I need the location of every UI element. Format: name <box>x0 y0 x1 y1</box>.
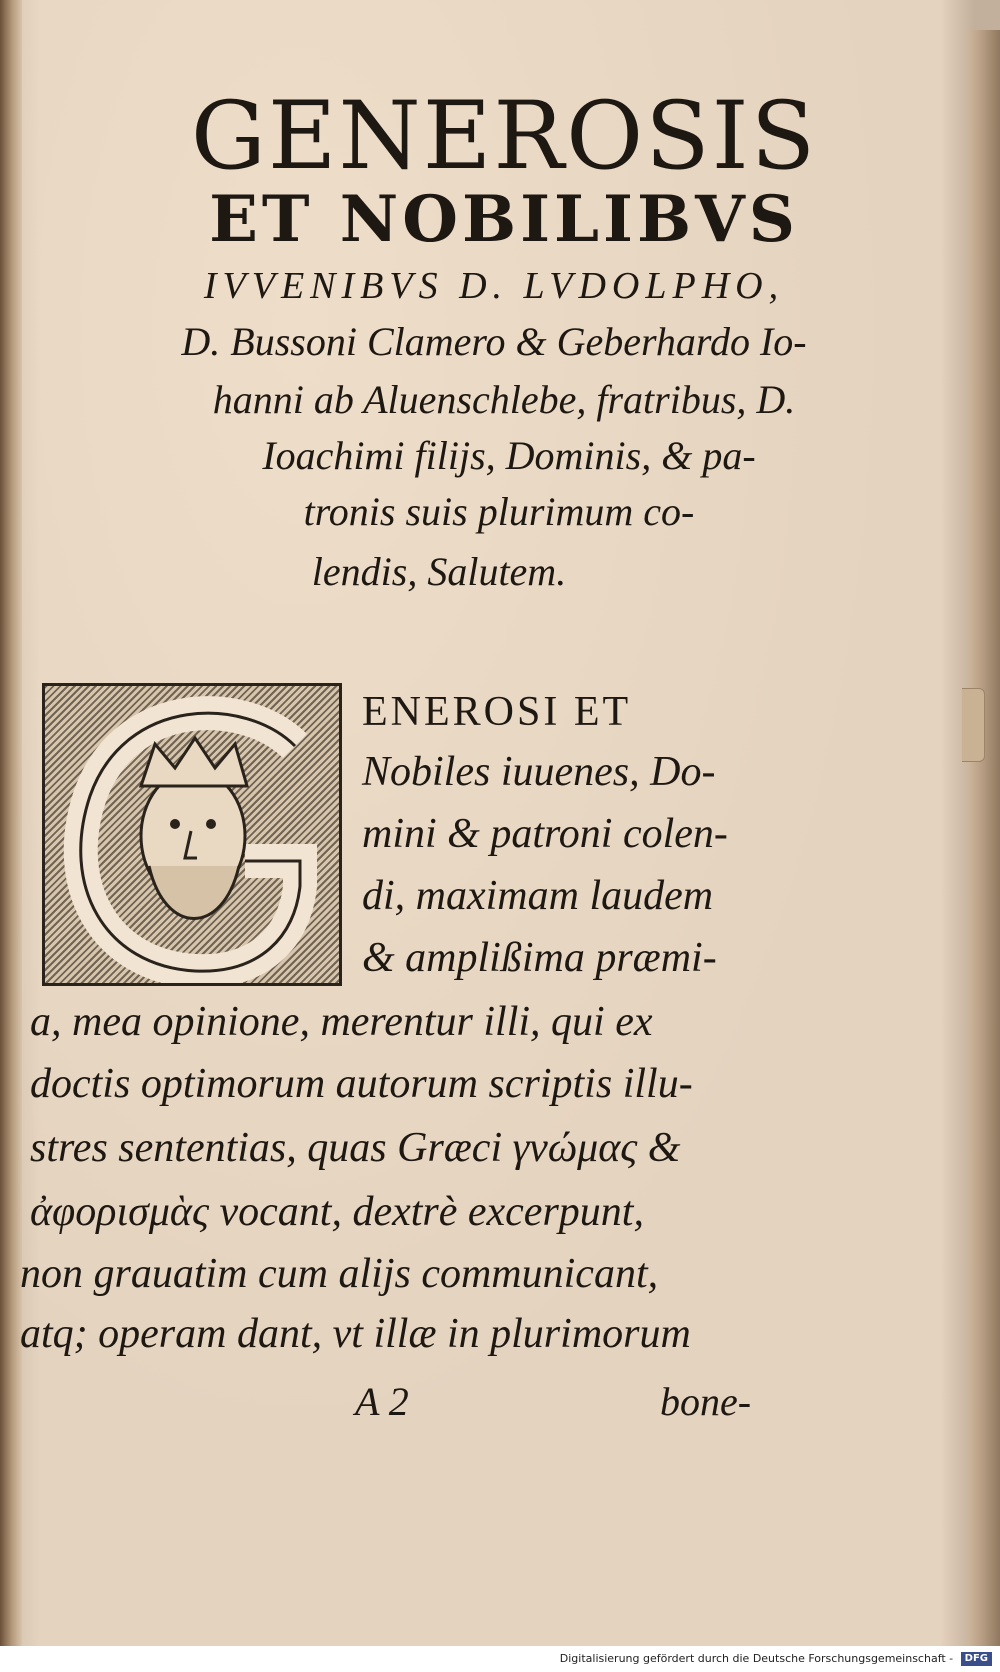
body-line-9: ἀφορισμὰς vocant, dextrè excerpunt, <box>30 1189 644 1235</box>
dedication-line-2: hanni ab Aluenschlebe, fratribus, D. <box>212 377 796 422</box>
body-line-2: Nobiles iuuenes, Do- <box>362 749 716 795</box>
catchword: bone- <box>660 1379 752 1424</box>
dedication-line-4: tronis suis plurimum co- <box>303 489 695 534</box>
book-spine <box>0 0 22 1646</box>
dedication-line-5: lendis, Salutem. <box>311 549 567 594</box>
body-line-11: atq; operam dant, vt illæ in plurimorum <box>20 1311 691 1357</box>
footer-credit: Digitalisierung gefördert durch die Deutsche Forschungsgemeinschaft - <box>559 1652 954 1665</box>
body-line-1: ENEROSI ET <box>362 689 632 735</box>
heading-line-1: GENEROSIS <box>190 82 818 191</box>
dedication-line-3: Ioachimi filijs, Dominis, & pa- <box>262 433 756 478</box>
body-line-6: a, mea opinione, merentur illi, qui ex <box>30 999 653 1045</box>
dedication-line-1: D. Bussoni Clamero & Geberhardo Io- <box>181 319 807 364</box>
digitization-footer <box>0 1646 1000 1672</box>
body-line-3: mini & patroni colen- <box>362 811 728 857</box>
heading-line-2: ET NOBILIBVS <box>209 182 799 257</box>
page-tab-marker <box>962 688 985 762</box>
decorated-initial <box>42 683 342 986</box>
body-line-4: di, maximam laudem <box>362 873 714 919</box>
body-line-7: doctis optimorum autorum scriptis illu- <box>30 1061 693 1107</box>
woodcut-portrait-icon <box>45 686 339 983</box>
signature-mark: A 2 <box>355 1379 409 1424</box>
body-line-8: stres sententias, quas Græci γνώμας & <box>30 1125 681 1171</box>
dfg-logo: DFG <box>961 1652 992 1666</box>
body-line-10: non grauatim cum alijs communicant, <box>20 1251 659 1297</box>
body-line-5: & amplißima præmi- <box>362 935 717 981</box>
heading-line-3: IVVENIBVS D. LVDOLPHO, <box>203 265 785 307</box>
